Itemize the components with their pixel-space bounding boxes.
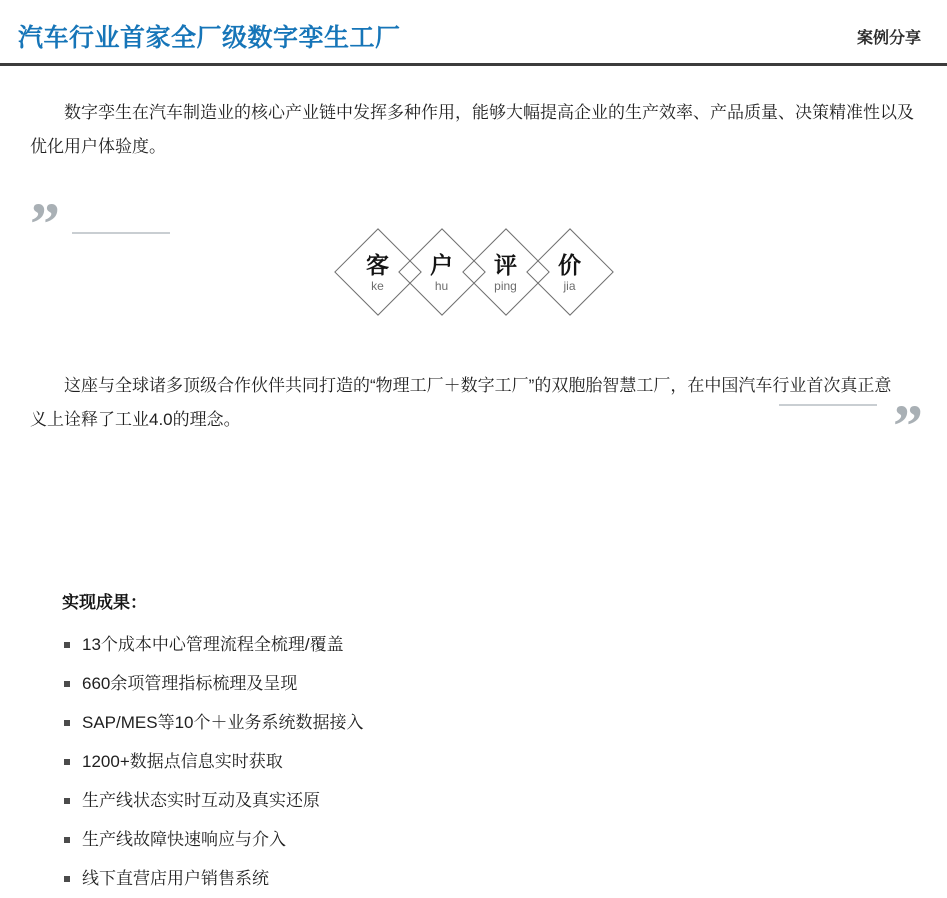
quote-close-mark: ” bbox=[893, 393, 919, 459]
diamond-pinyin: jia bbox=[563, 278, 576, 293]
bullet-icon bbox=[64, 759, 70, 765]
bullet-icon bbox=[64, 681, 70, 687]
diamond-pinyin: ping bbox=[494, 278, 517, 293]
diamond-char: 户 bbox=[430, 251, 453, 278]
list-item-label: 生产线故障快速响应与介入 bbox=[82, 830, 286, 849]
diamond-pinyin: hu bbox=[434, 278, 449, 293]
quote-close-line bbox=[779, 404, 877, 406]
list-item bbox=[82, 820, 917, 859]
list-item bbox=[82, 742, 917, 781]
list-item bbox=[82, 703, 917, 742]
list-item bbox=[82, 859, 917, 898]
diamond-item bbox=[528, 230, 612, 314]
results-title: 实现成果： bbox=[62, 593, 147, 612]
customer-review-block bbox=[0, 192, 947, 522]
results-list bbox=[30, 625, 917, 898]
bullet-icon bbox=[64, 876, 70, 882]
section-tag: 案例分享 bbox=[856, 29, 921, 47]
list-item-label: 13个成本中心管理流程全梳理/覆盖 bbox=[82, 635, 344, 654]
list-item bbox=[82, 625, 917, 664]
page-title: 汽车行业首家全厂级数字孪生工厂 bbox=[18, 24, 401, 52]
list-item-label: SAP/MES等10个＋业务系统数据接入 bbox=[82, 713, 364, 732]
list-item-label: 线下直营店用户销售系统 bbox=[82, 869, 269, 888]
page-header bbox=[0, 0, 947, 66]
bullet-icon bbox=[64, 798, 70, 804]
bullet-icon bbox=[64, 642, 70, 648]
diamond-pinyin: ke bbox=[371, 278, 384, 293]
quote-close-decoration bbox=[799, 393, 919, 459]
quote-open-mark: ” bbox=[30, 191, 56, 257]
diamond-title-group bbox=[0, 230, 947, 314]
diamond-char: 客 bbox=[366, 251, 389, 278]
list-item-label: 660余项管理指标梳理及呈现 bbox=[82, 674, 298, 693]
intro-paragraph: 数字孪生在汽车制造业的核心产业链中发挥多种作用，能够大幅提高企业的生产效率、产品质量、决策精准性以及优化用户体验度。 bbox=[30, 103, 914, 156]
list-item bbox=[82, 664, 917, 703]
list-item-label: 生产线状态实时互动及真实还原 bbox=[82, 791, 320, 810]
results-section bbox=[30, 588, 917, 898]
list-item-label: 1200+数据点信息实时获取 bbox=[82, 752, 283, 771]
list-item bbox=[82, 781, 917, 820]
diamond-char: 价 bbox=[558, 251, 581, 278]
bullet-icon bbox=[64, 837, 70, 843]
header-divider bbox=[0, 63, 947, 66]
quote-paragraph: 这座与全球诸多顶级合作伙伴共同打造的“物理工厂＋数字工厂”的双胞胎智慧工厂，在中国汽车行业首次真正意义上诠释了工业4.0的理念。 bbox=[30, 376, 892, 429]
diamond-char: 评 bbox=[494, 251, 517, 278]
bullet-icon bbox=[64, 720, 70, 726]
